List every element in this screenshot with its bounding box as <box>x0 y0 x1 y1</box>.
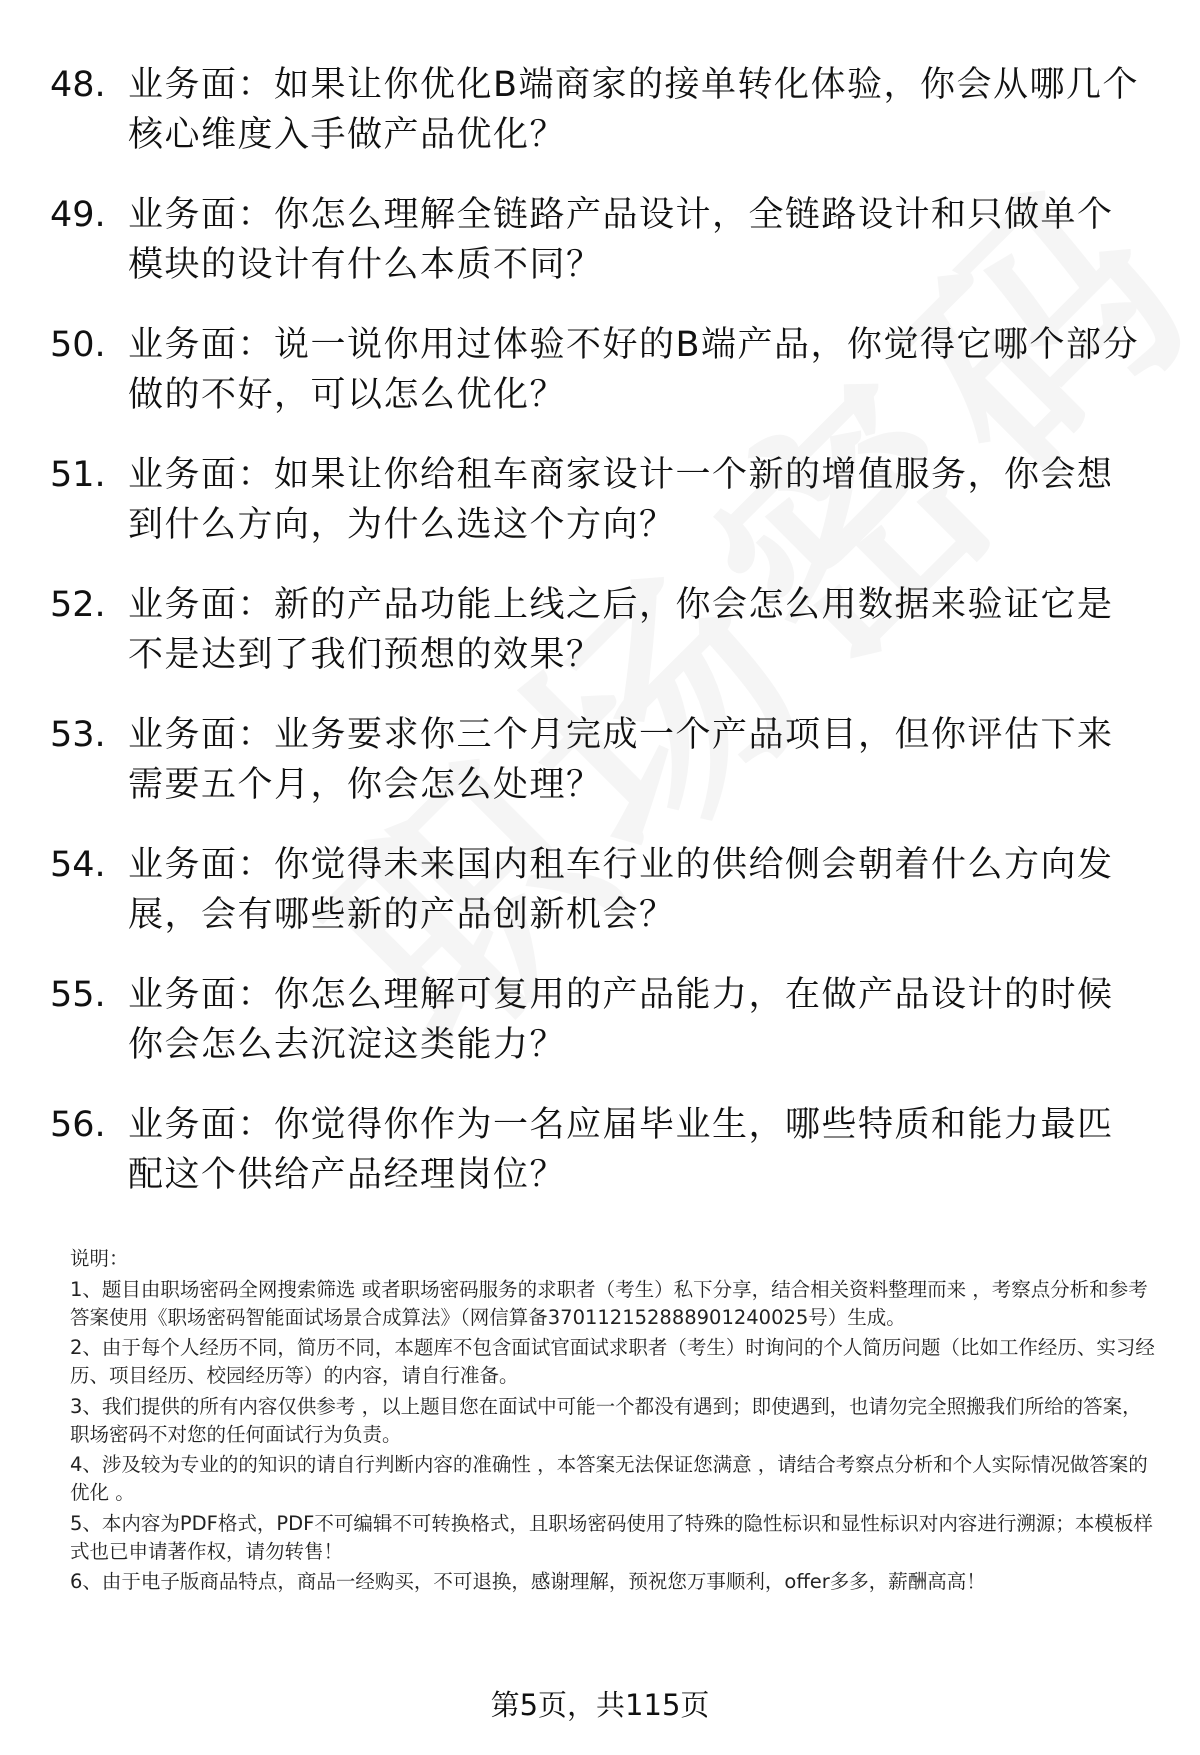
question-item <box>0 572 1200 702</box>
question-item <box>0 312 1200 442</box>
question-number: 48. <box>50 65 106 105</box>
question-number: 52. <box>50 585 106 625</box>
question-text: 业务面：你觉得你作为一名应届毕业生，哪些特质和能力最匹配这个供给产品经理岗位？ <box>128 1105 1114 1195</box>
note-item: 2、由于每个人经历不同，简历不同，本题库不包含面试官面试求职者（考生）时询问的个人简历问题（比如工作经历、实习经历、项目经历、校园经历等）的内容，请自行准备。 <box>70 1336 1155 1387</box>
note-item: 6、由于电子版商品特点，商品一经购买，不可退换，感谢理解，预祝您万事顺利，offer多多，薪酬高高！ <box>70 1570 986 1593</box>
note-item: 3、我们提供的所有内容仅供参考 ，以上题目您在面试中可能一个都没有遇到；即使遇到，也请勿完全照搬我们所给的答案，职场密码不对您的任何面试行为负责。 <box>70 1394 1142 1446</box>
question-list <box>0 52 1200 1222</box>
notes-section <box>70 1245 1160 1599</box>
question-number: 54. <box>50 845 106 885</box>
page-number: 第5页，共115页 <box>490 1688 710 1722</box>
question-number: 55. <box>50 975 106 1015</box>
question-item <box>0 52 1200 182</box>
question-text: 业务面：你怎么理解可复用的产品能力，在做产品设计的时候你会怎么去沉淀这类能力？ <box>128 975 1114 1065</box>
question-item <box>0 962 1200 1092</box>
question-text: 业务面：如果让你优化B端商家的接单转化体验，你会从哪几个核心维度入手做产品优化？ <box>128 65 1140 155</box>
question-item <box>0 1092 1200 1222</box>
question-item <box>0 832 1200 962</box>
question-number: 49. <box>50 195 106 235</box>
question-number: 53. <box>50 715 106 755</box>
question-text: 业务面：业务要求你三个月完成一个产品项目，但你评估下来需要五个月，你会怎么处理？ <box>128 715 1114 805</box>
note-item: 1、题目由职场密码全网搜索筛选 或者职场密码服务的求职者（考生）私下分享，结合相关资料整理而来 ，考察点分析和参考答案使用《职场密码智能面试场景合成算法》（网信算备370112152888901240025号）生成。 <box>70 1277 1148 1329</box>
question-text: 业务面：你怎么理解全链路产品设计，全链路设计和只做单个模块的设计有什么本质不同？ <box>128 195 1114 285</box>
question-number: 51. <box>50 455 106 495</box>
note-item: 5、本内容为PDF格式，PDF不可编辑不可转换格式，且职场密码使用了特殊的隐性标识和显性标识对内容进行溯源；本模板样式也已申请著作权，请勿转售！ <box>70 1511 1153 1563</box>
question-item <box>0 442 1200 572</box>
question-number: 56. <box>50 1105 106 1145</box>
question-item <box>0 182 1200 312</box>
question-text: 业务面：说一说你用过体验不好的B端产品，你觉得它哪个部分做的不好，可以怎么优化？ <box>128 325 1140 415</box>
question-item <box>0 702 1200 832</box>
question-text: 业务面：如果让你给租车商家设计一个新的增值服务，你会想到什么方向，为什么选这个方向？ <box>128 455 1114 545</box>
question-text: 业务面：新的产品功能上线之后，你会怎么用数据来验证它是不是达到了我们预想的效果？ <box>128 585 1114 675</box>
note-item: 4、涉及较为专业的的知识的请自行判断内容的准确性 ，本答案无法保证您满意 ，请结合考察点分析和个人实际情况做答案的优化 。 <box>70 1453 1148 1504</box>
question-number: 50. <box>50 325 106 365</box>
question-text: 业务面：你觉得未来国内租车行业的供给侧会朝着什么方向发展，会有哪些新的产品创新机会？ <box>128 845 1114 935</box>
notes-title: 说明： <box>70 1247 129 1270</box>
